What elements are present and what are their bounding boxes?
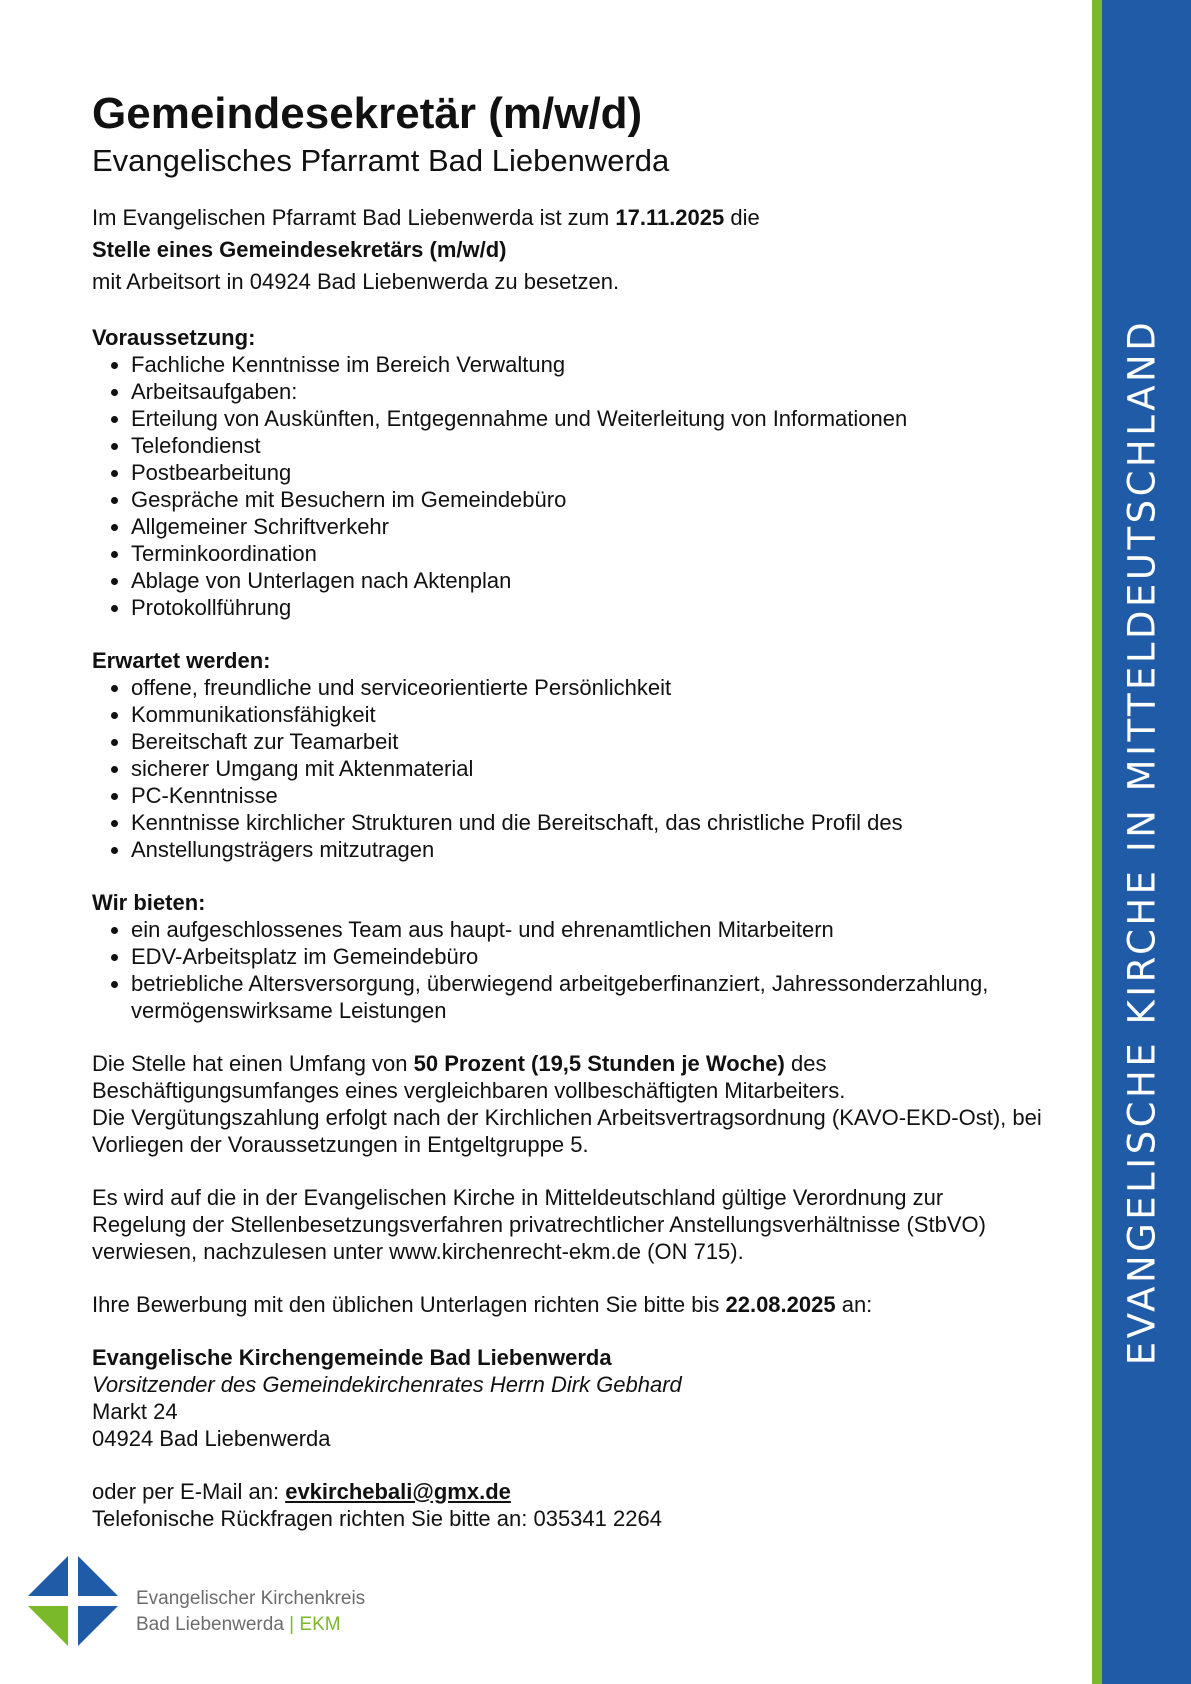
offers-list xyxy=(92,916,1042,1024)
logo-line-2 xyxy=(136,1612,365,1638)
list-item: • Ablage von Unterlagen nach Aktenplan xyxy=(131,567,1042,594)
email-link[interactable]: evkirchebali@gmx.de xyxy=(285,1478,511,1504)
logo-blue-top-right xyxy=(78,1556,118,1596)
page-title: Gemeindesekretär (m/w/d) xyxy=(92,89,643,138)
list-item: • Terminkoordination xyxy=(131,540,1042,567)
intro-line-1 xyxy=(92,202,1042,234)
list-item: • Fachliche Kenntnisse im Bereich Verwaltung xyxy=(131,351,1042,378)
requirements-list xyxy=(92,351,1042,621)
address-org: Evangelische Kirchengemeinde Bad Liebenwerda xyxy=(92,1344,612,1370)
list-item: • Allgemeiner Schriftverkehr xyxy=(131,513,1042,540)
scope-before: Die Stelle hat einen Umfang von xyxy=(92,1050,414,1076)
scope-text xyxy=(92,1050,1042,1104)
side-green-stripe xyxy=(1092,0,1102,1684)
list-item: • sicherer Umgang mit Aktenmaterial xyxy=(131,755,1042,782)
list-item: • ein aufgeschlossenes Team aus haupt- und ehrenamtlichen Mitarbeitern xyxy=(131,916,1042,943)
contact-block xyxy=(92,1478,1042,1532)
logo-separator: | xyxy=(283,1614,300,1635)
section-heading: Voraussetzung: xyxy=(92,324,256,350)
email-label: oder per E-Mail an: xyxy=(92,1478,286,1504)
list-item: • Protokollführung xyxy=(131,594,1042,621)
logo-blue-top-left xyxy=(28,1556,68,1596)
page-subtitle: Evangelisches Pfarramt Bad Liebenwerda xyxy=(92,143,670,179)
list-item: • Telefondienst xyxy=(131,432,1042,459)
document-body xyxy=(92,90,1042,1532)
list-item: • EDV-Arbeitsplatz im Gemeindebüro xyxy=(131,943,1042,970)
logo-text xyxy=(136,1586,365,1638)
list-item: • Kommunikationsfähigkeit xyxy=(131,701,1042,728)
list-item: • offene, freundliche und serviceorientierte Persönlichkeit xyxy=(131,674,1042,701)
start-date: 17.11.2025 xyxy=(615,204,725,230)
deadline-date: 22.08.2025 xyxy=(725,1291,836,1317)
logo-green-bottom-left xyxy=(28,1606,68,1646)
scope-paragraph xyxy=(92,1050,1042,1158)
intro-text-end: die xyxy=(724,204,760,230)
scope-after: des Beschäftigungsumfanges eines vergleichbaren vollbeschäftigten Mitarbeiters. xyxy=(92,1050,846,1103)
expectations-list xyxy=(92,674,1042,863)
list-item: • Postbearbeitung xyxy=(131,459,1042,486)
address-block xyxy=(92,1344,1042,1452)
list-item: • Arbeitsaufgaben: xyxy=(131,378,1042,405)
logo-ekm: EKM xyxy=(299,1614,341,1635)
application-text-end: an: xyxy=(835,1291,873,1317)
list-item: • Kenntnisse kirchlicher Strukturen und die Bereitschaft, das christliche Profil des xyxy=(131,809,1042,836)
list-item: • Bereitschaft zur Teamarbeit xyxy=(131,728,1042,755)
phone-line: Telefonische Rückfragen richten Sie bitte an: 035341 2264 xyxy=(92,1505,662,1531)
address-street: Markt 24 xyxy=(92,1398,178,1424)
position-title: Stelle eines Gemeindesekretärs (m/w/d) xyxy=(92,236,507,262)
list-item: • betriebliche Altersversorgung, überwiegend arbeitgeberfinanziert, Jahressonderzahlung, vermögenswirksame Leistungen xyxy=(131,970,1042,1024)
email-line xyxy=(92,1478,1042,1505)
list-item: • Gespräche mit Besuchern im Gemeindebüro xyxy=(131,486,1042,513)
sidebar-vertical-text: EVANGELISCHE KIRCHE IN MITTELDEUTSCHLAND xyxy=(1120,318,1164,1366)
regulation-paragraph: Es wird auf die in der Evangelischen Kirche in Mitteldeutschland gültige Verordnung zur Regelung der Stellenbesetzungsverfahren privatrechtlicher Anstellungsverhältnisse (StbVO) verwiesen, nachzulesen unter www.kirchenrecht-ekm.de (ON 715). xyxy=(92,1184,986,1264)
section-heading: Erwartet werden: xyxy=(92,647,271,673)
scope-hours: 50 Prozent (19,5 Stunden je Woche) xyxy=(413,1050,785,1076)
section-heading: Wir bieten: xyxy=(92,889,206,915)
address-contact: Vorsitzender des Gemeindekirchenrates Herrn Dirk Gebhard xyxy=(92,1371,682,1397)
list-item: • PC-Kenntnisse xyxy=(131,782,1042,809)
list-item: • Erteilung von Auskünften, Entgegennahme und Weiterleitung von Informationen xyxy=(131,405,1042,432)
application-text: Ihre Bewerbung mit den üblichen Unterlagen richten Sie bitte bis xyxy=(92,1291,726,1317)
church-cross-logo-icon xyxy=(28,1556,118,1646)
section-voraussetzung xyxy=(92,324,1042,621)
address-city: 04924 Bad Liebenwerda xyxy=(92,1425,331,1451)
pay-text: Die Vergütungszahlung erfolgt nach der Kirchlichen Arbeitsvertragsordnung (KAVO-EKD-Ost), bei Vorliegen der Voraussetzungen in Entgeltgruppe 5. xyxy=(92,1104,1042,1157)
list-item: • Anstellungsträgers mitzutragen xyxy=(131,836,1042,863)
logo-place: Bad Liebenwerda xyxy=(136,1614,284,1635)
section-bieten xyxy=(92,889,1042,1024)
intro-text: Im Evangelischen Pfarramt Bad Liebenwerda ist zum xyxy=(92,204,616,230)
intro-block xyxy=(92,202,1042,298)
section-erwartet xyxy=(92,647,1042,863)
logo-line-1: Evangelischer Kirchenkreis xyxy=(136,1588,366,1609)
intro-line-3: mit Arbeitsort in 04924 Bad Liebenwerda zu besetzen. xyxy=(92,268,620,294)
logo-blue-bottom-right xyxy=(78,1606,118,1646)
application-paragraph xyxy=(92,1291,1042,1318)
